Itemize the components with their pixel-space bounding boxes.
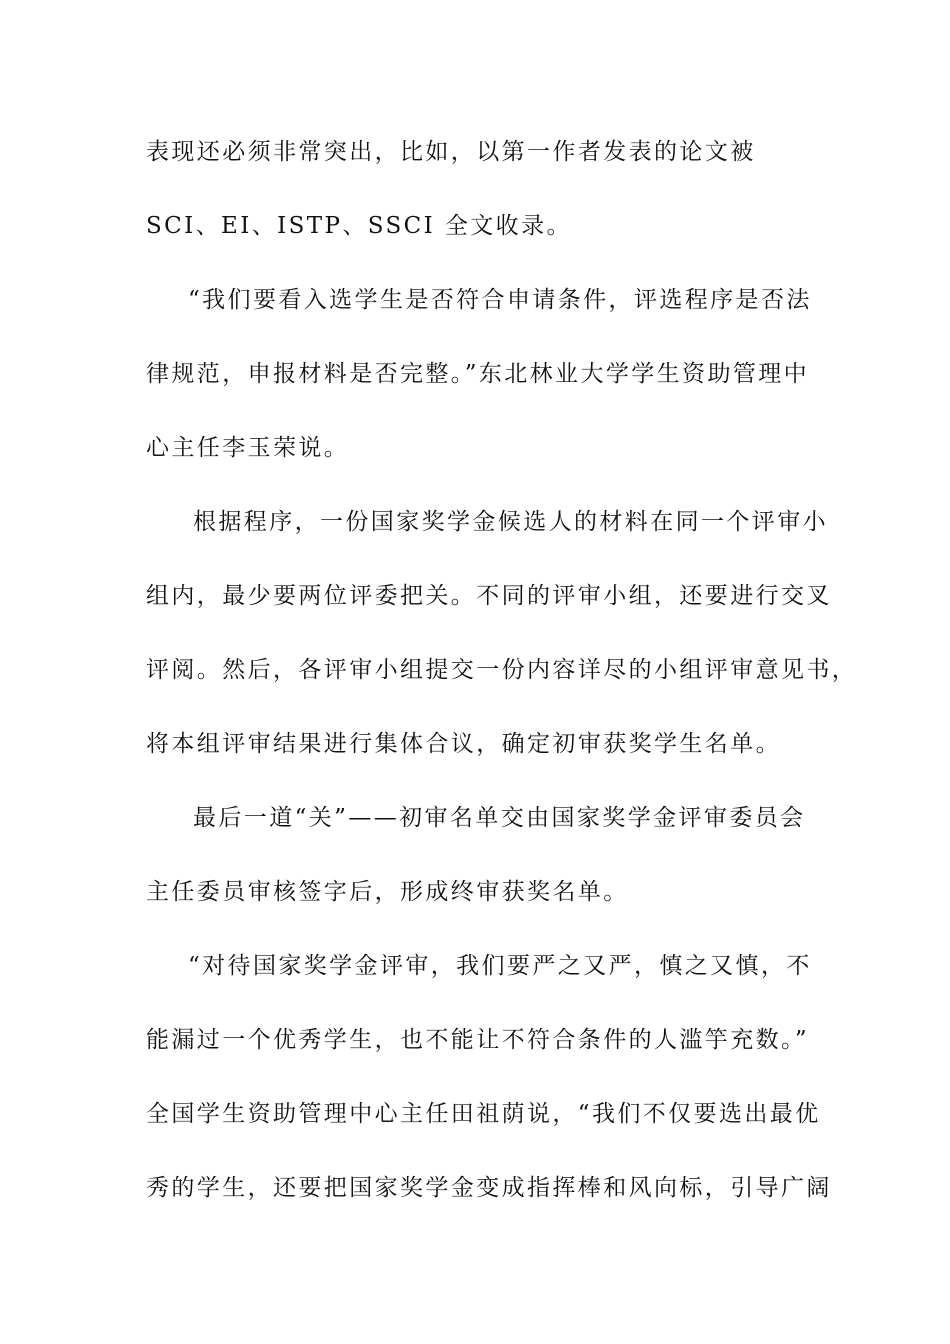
text-line: 组内，最少要两位评委把关。不同的评审小组，还要进行交叉: [146, 583, 832, 609]
text-line: 评阅。然后，各评审小组提交一份内容详尽的小组评审意见书，: [146, 657, 858, 683]
text-line: SCI、EI、ISTP、SSCI 全文收录。: [146, 213, 572, 239]
text-line: 律规范，申报材料是否完整。”东北林业大学学生资助管理中: [146, 361, 810, 387]
text-line: 心主任李玉荣说。: [146, 435, 350, 461]
text-line: 能漏过一个优秀学生，也不能让不符合条件的人滥竽充数。”: [146, 1027, 810, 1053]
paragraph-start-line: 最后一道“关”——初审名单交由国家奖学金评审委员会: [193, 805, 806, 831]
text-line: 秀的学生，还要把国家奖学金变成指挥棒和风向标，引导广阔: [146, 1175, 832, 1201]
text-line: 表现还必须非常突出，比如，以第一作者发表的论文被: [146, 139, 756, 165]
paragraph-start-line: 根据程序，一份国家奖学金候选人的材料在同一个评审小: [193, 509, 828, 535]
paragraph-start-line: “对待国家奖学金评审，我们要严之又严，慎之又慎，不: [188, 953, 812, 979]
text-line: 全国学生资助管理中心主任田祖荫说，“我们不仅要选出最优: [146, 1101, 821, 1127]
text-line: 将本组评审结果进行集体合议，确定初审获奖学生名单。: [146, 731, 781, 757]
text-line: 主任委员审核签字后，形成终审获奖名单。: [146, 879, 629, 905]
paragraph-start-line: “我们要看入选学生是否符合申请条件，评选程序是否法: [188, 287, 812, 313]
